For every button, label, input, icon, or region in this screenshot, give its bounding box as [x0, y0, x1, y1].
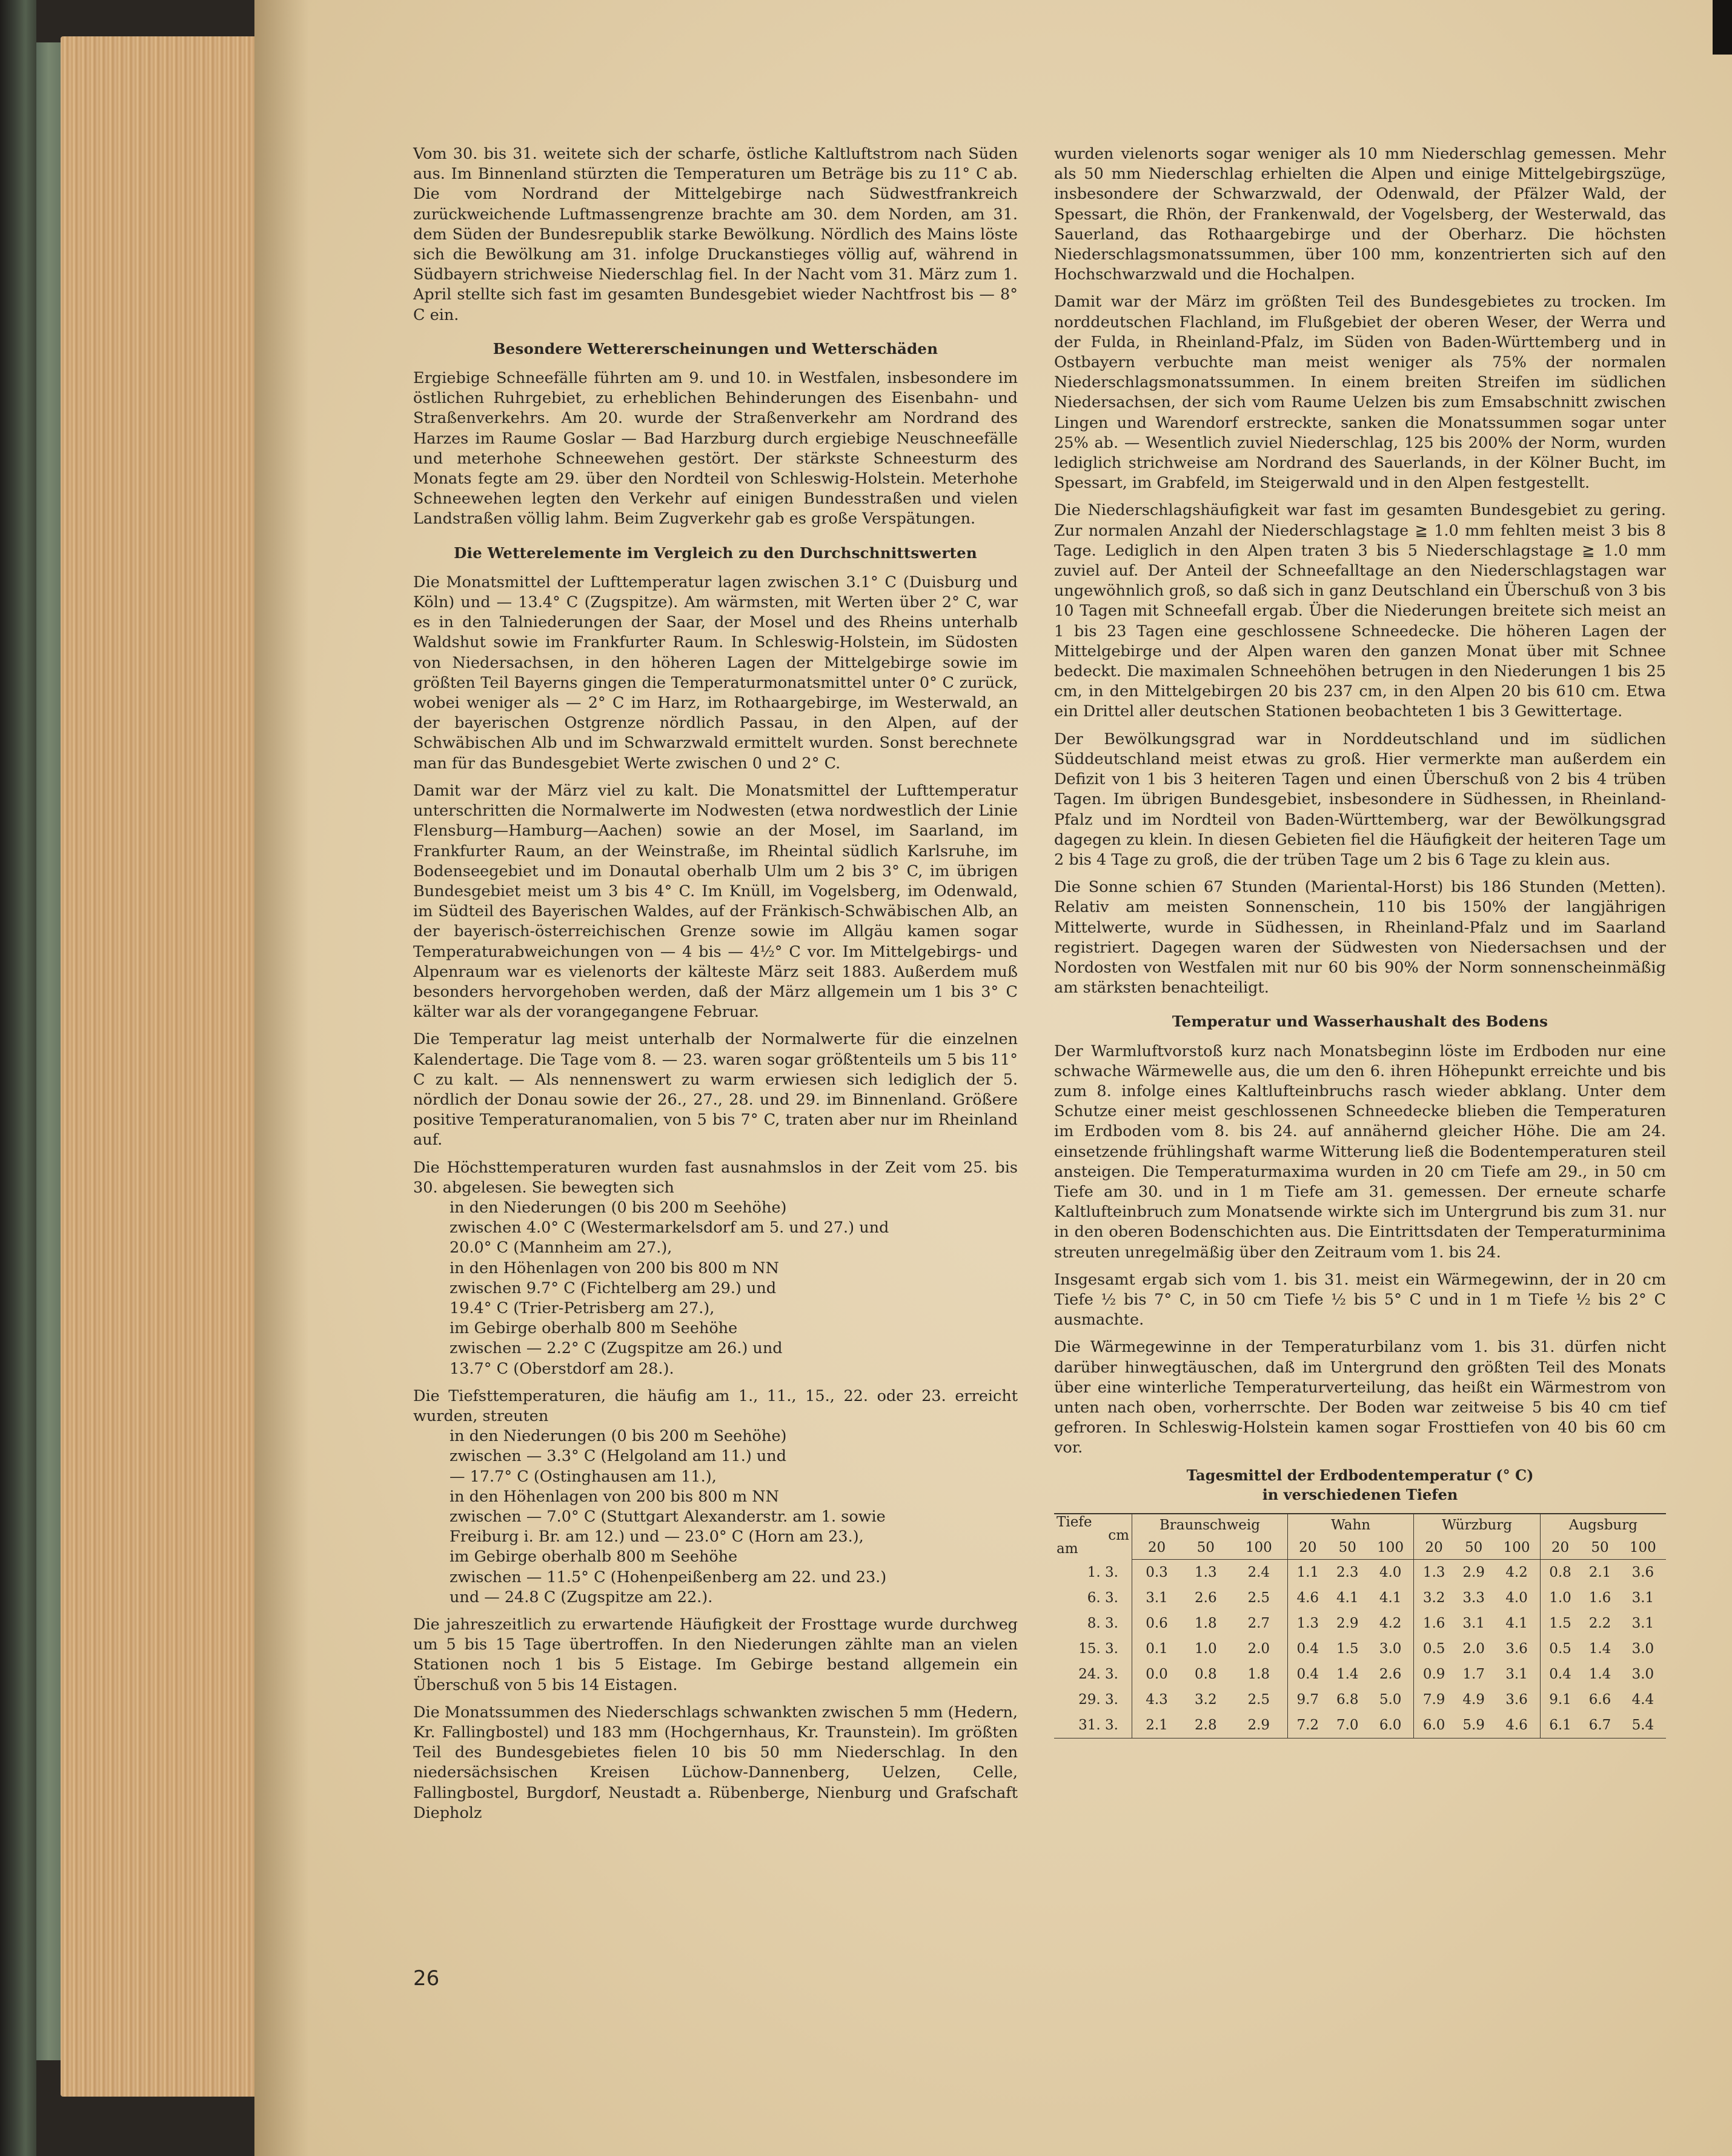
- max-temperature-item: im Gebirge oberhalb 800 m Seehöhe: [450, 1319, 738, 1338]
- corner-tiefe: Tiefe: [1057, 1514, 1092, 1530]
- table-cell: 4.1: [1336, 1590, 1359, 1606]
- table-cell: 2.2: [1588, 1615, 1611, 1631]
- table-cell: 3.1: [1462, 1615, 1485, 1631]
- table-cell: 2.9: [1230, 1712, 1288, 1738]
- depth-header-row: [1054, 1537, 1666, 1560]
- page-number: 26: [413, 1966, 440, 1991]
- table-cell: 1.0: [1195, 1641, 1217, 1657]
- table-cell: 2.6: [1195, 1590, 1217, 1606]
- table-cell: 3.0: [1631, 1666, 1654, 1682]
- table-row: [1054, 1611, 1666, 1636]
- min-temperature-lead: Die Tiefsttemperaturen, die häufig am 1., 11., 15., 22. oder 23. erreicht wurden, streuten: [413, 1386, 1018, 1425]
- paragraph-heat-balance: Die Wärmegewinne in der Temperaturbilanz vom 1. bis 31. dürfen nicht darüber hinwegtäuschen, daß im Untergrund den größten Teil des Monats über eine winterliche Temperaturverteilung, das heißt ein Wärmestrom von unten nach oben, vorherrschte. Der Boden war zeitweise 5 bis 40 cm tief gefroren. In Schleswig-Holstein kamen sogar Frosttiefen von 40 bis 60 cm vor.: [1054, 1338, 1666, 1457]
- table-cell: 3.6: [1505, 1641, 1528, 1657]
- table-cell: 1.1: [1287, 1560, 1327, 1586]
- table-cell: 6.7: [1580, 1712, 1619, 1738]
- paragraph-precipitation: Die Monatssummen des Niederschlags schwankten zwischen 5 mm (Hedern, Kr. Fallingbostel) und 183 mm (Hochgernhaus, Kr. Traunstein). Im größten Teil des Bundesgebietes fielen 10 bis 50 mm Niederschlag. In den niedersächsischen Kreisen Lüchow-Dannenberg, Uelzen, Celle, Fallingbostel, Burgdorf, Neustadt a. Rübenberge, Nienburg und Grafschaft Diepholz: [413, 1703, 1018, 1822]
- table-cell: 0.5: [1414, 1636, 1454, 1662]
- paragraph-too-cold: Damit war der März viel zu kalt. Die Monatsmittel der Lufttemperatur unterschritten die Normalwerte im Nodwesten (etwa nordwestlich der Linie Flensburg—Hamburg—Aachen) sowie an der Mosel, im Saarland, im Frankfurter Raum, an der Weinstraße, im Rheintal südlich Karlsruhe, im Bodenseegebiet und im Donautal oberhalb Ulm um 2 bis 3° C, im übrigen Bundesgebiet meist um 3 bis 4° C. Im Knüll, im Vogelsberg, im Odenwald, im Südteil des Bayerischen Waldes, auf der Fränkisch-Schwäbischen Alb, an der bayerisch-österreichischen Grenze sowie im Allgäu kamen sogar Temperaturabweichungen von — 4 bis — 4½° C vor. Im Mittelgebirgs- und Alpenraum war es vielenorts der kälteste März seit 1883. Außerdem muß besonders hervorgehoben werden, daß der März allgemein um 1 bis 3° C kälter war als der vorangegangene Februar.: [413, 781, 1018, 1022]
- table-cell: 1.5: [1336, 1641, 1359, 1657]
- table-cell: 1.4: [1588, 1666, 1611, 1682]
- min-temperature-item: — 17.7° C (Ostinghausen am 11.),: [450, 1467, 717, 1486]
- table-cell: 3.2: [1195, 1692, 1217, 1708]
- table-cell: 4.1: [1379, 1590, 1402, 1606]
- table-cell: 0.4: [1540, 1662, 1580, 1687]
- table-cell: 1.8: [1247, 1666, 1270, 1682]
- max-temperature-block: [413, 1158, 1018, 1379]
- table-cell: 5.4: [1620, 1712, 1666, 1738]
- table-cell: 1.6: [1414, 1611, 1454, 1636]
- table-cell: 2.9: [1462, 1565, 1485, 1580]
- table-cell: 3.1: [1505, 1666, 1528, 1682]
- table-cell: 2.3: [1336, 1565, 1359, 1580]
- table-cell: 0.5: [1540, 1636, 1580, 1662]
- table-cell: 2.0: [1462, 1641, 1485, 1657]
- paragraph-snowfall: Ergiebige Schneefälle führten am 9. und 10. in Westfalen, insbesondere im östlichen Ruhrgebiet, zu erheblichen Behinderungen des Eisenbahn- und Straßenverkehrs. Am 20. wurde der Straßenverkehr am Nordrand des Harzes im Raume Goslar — Bad Harzburg durch ergiebige Neuschneefälle und meterhohe Schneewehen gestört. Der stärkste Schneesturm des Monats fegte am 29. über den Nordteil von Schleswig-Holstein. Meterhohe Schneewehen legten den Verkehr auf einigen Bundesstraßen und vielen Landstraßen völlig lahm. Beim Zugverkehr gab es große Verspätungen.: [413, 369, 1018, 528]
- table-row: [1054, 1560, 1666, 1586]
- table-cell: 9.1: [1540, 1687, 1580, 1712]
- row-date: 1. 3.: [1087, 1564, 1118, 1580]
- table-row: [1054, 1662, 1666, 1687]
- table-cell: 7.2: [1287, 1712, 1327, 1738]
- station-header: Braunschweig: [1132, 1514, 1288, 1537]
- depth-header: 100: [1230, 1537, 1288, 1560]
- table-cell: 3.1: [1631, 1615, 1654, 1631]
- table-cell: 9.7: [1287, 1687, 1327, 1712]
- table-cell: 7.0: [1328, 1712, 1367, 1738]
- max-temperature-item: 13.7° C (Oberstdorf am 28.).: [450, 1359, 674, 1378]
- heading-weather-elements: Die Wetterelemente im Vergleich zu den Durchschnittswerten: [454, 544, 977, 562]
- table-cell: 6.6: [1588, 1692, 1611, 1708]
- table-cell: 6.1: [1540, 1712, 1580, 1738]
- corner-clip: [1713, 0, 1732, 55]
- row-date: 6. 3.: [1087, 1590, 1118, 1606]
- left-column: [413, 144, 1018, 1831]
- max-temperature-item: zwischen 9.7° C (Fichtelberg am 29.) und: [450, 1279, 777, 1297]
- table-cell: 2.8: [1181, 1712, 1230, 1738]
- table-cell: 0.8: [1540, 1560, 1580, 1586]
- table-row: [1054, 1585, 1666, 1611]
- table-cell: 2.1: [1588, 1565, 1611, 1580]
- depth-header: 50: [1181, 1537, 1230, 1560]
- table-row: [1054, 1636, 1666, 1662]
- row-date: 24. 3.: [1078, 1666, 1118, 1682]
- table-cell: 3.3: [1462, 1590, 1485, 1606]
- table-cell: 3.0: [1379, 1641, 1402, 1657]
- max-temperature-item: zwischen 4.0° C (Westermarkelsdorf am 5. und 27.) und: [450, 1219, 889, 1237]
- table-cell: 0.1: [1132, 1636, 1182, 1662]
- table-cell: 2.9: [1336, 1615, 1359, 1631]
- paragraph-precipitation-frequency: Die Niederschlagshäufigkeit war fast im gesamten Bundesgebiet zu gering. Zur normalen Anzahl der Niederschlagstage ≧ 1.0 mm fehlten meist 3 bis 8 Tage. Lediglich in den Alpen traten 3 bis 5 Niederschlagstage ≧ 1.0 mm zuviel auf. Der Anteil der Schneefalltage an den Niederschlagstagen war ungewöhnlich groß, so daß sich in ganz Deutschland ein Überschuß von 3 bis 10 Tagen mit Schneefall ergab. Über die Niederungen breitete sich meist an 1 bis 23 Tagen eine geschlossene Schneedecke. Die höheren Lagen der Mittelgebirge und der Alpen waren den ganzen Monat über mit Schnee bedeckt. Die maximalen Schneehöhen betrugen in den Niederungen 1 bis 25 cm, in den Mittelgebirgen 20 bis 237 cm, in den Alpen 20 bis 610 cm. Etwa ein Drittel aller deutschen Stationen beobachteten 1 bis 3 Gewittertage.: [1054, 501, 1666, 721]
- min-temperature-item: zwischen — 11.5° C (Hohenpeißenberg am 22. und 23.): [450, 1568, 887, 1586]
- max-temperature-item: in den Höhenlagen von 200 bis 800 m NN: [450, 1259, 779, 1277]
- table-cell: 4.6: [1287, 1585, 1327, 1611]
- paragraph-cold-air: Vom 30. bis 31. weitete sich der scharfe, östliche Kaltluftstrom nach Süden aus. Im Binnenland stürzten die Temperaturen um Beträge bis zu 11° C ab. Die vom Nordrand der Mittelgebirge nach Südwestfrankreich zurückweichende Luftmassengrenze brachte am 30. dem Norden, am 31. dem Süden der Bundesrepublik starke Bewölkung. Nördlich des Mains löste sich die Bewölkung am 31. infolge Druckanstieges völlig auf, während in Südbayern strichweise Niederschlag fiel. In der Nacht vom 31. März zum 1. April stellte sich fast im gesamten Bundesgebiet wieder Nachtfrost bis — 8° C ein.: [413, 145, 1018, 324]
- table-cell: 1.3: [1195, 1565, 1217, 1580]
- heading-special-weather: Besondere Wettererscheinungen und Wetterschäden: [493, 339, 938, 358]
- table-row: [1054, 1712, 1666, 1738]
- min-temperature-item: und — 24.8 C (Zugspitze am 22.).: [450, 1588, 713, 1606]
- max-temperature-lead: Die Höchsttemperaturen wurden fast ausnahmslos in der Zeit vom 25. bis 30. abgelesen. Sie bewegten sich: [413, 1158, 1018, 1197]
- paragraph-monthly-mean: Die Monatsmittel der Lufttemperatur lagen zwischen 3.1° C (Duisburg und Köln) und — 13.4° C (Zugspitze). Am wärmsten, mit Werten über 2° C, war es in den Talniederungen der Saar, der Mosel und des Rheins unterhalb Waldshut sowie im Frankfurter Raum. In Schleswig-Holstein, im Südosten von Niedersachsen, in den höheren Lagen der Mittelgebirge sowie im größten Teil Bayerns gingen die Temperaturmonatsmittel unter 0° C zurück, wobei weniger als — 2° C im Harz, im Rothaargebirge, im Westerwald, an der bayerischen Ostgrenze nördlich Passau, in den Alpen, auf der Schwäbischen Alb und im Schwarzwald ermittelt wurden. Sonst berechnete man für das Bundesgebiet Werte zwischen 0 und 2° C.: [413, 573, 1018, 773]
- table-body: [1054, 1560, 1666, 1738]
- depth-header: 100: [1367, 1537, 1414, 1560]
- table-cell: 0.0: [1132, 1662, 1182, 1687]
- table-cell: 1.4: [1588, 1641, 1611, 1657]
- depth-header: 100: [1620, 1537, 1666, 1560]
- row-date: 15. 3.: [1078, 1641, 1118, 1657]
- table-cell: 2.5: [1247, 1692, 1270, 1708]
- table-cell: 2.7: [1247, 1615, 1270, 1631]
- soil-temperature-table: [1054, 1513, 1666, 1738]
- table-cell: 0.4: [1287, 1662, 1327, 1687]
- book-spine: [0, 0, 36, 2156]
- paragraph-precipitation-cont: wurden vielenorts sogar weniger als 10 mm Niederschlag gemessen. Mehr als 50 mm Niederschlag erhielten die Alpen und einige Mittelgebirgszüge, insbesondere der Schwarzwald, der Odenwald, der Pfälzer Wald, der Spessart, die Rhön, der Frankenwald, der Vogelsberg, der Westerwald, das Sauerland, das Rothaargebirge und der Oberharz. Die höchsten Niederschlagsmonatssummen, über 100 mm, konzentrierten sich auf den Hochschwarzwald und die Hochalpen.: [1054, 145, 1666, 284]
- min-temperature-item: im Gebirge oberhalb 800 m Seehöhe: [450, 1548, 738, 1566]
- table-cell: 1.5: [1540, 1611, 1580, 1636]
- table-cell: 6.0: [1367, 1712, 1414, 1738]
- max-temperature-item: in den Niederungen (0 bis 200 m Seehöhe): [450, 1198, 787, 1217]
- max-temperature-item: 19.4° C (Trier-Petrisberg am 27.),: [450, 1299, 715, 1317]
- table-cell: 4.2: [1379, 1615, 1402, 1631]
- table-cell: 4.4: [1631, 1692, 1654, 1708]
- table-cell: 0.4: [1287, 1636, 1327, 1662]
- paragraph-cloudiness: Der Bewölkungsgrad war in Norddeutschland und im südlichen Süddeutschland meist etwas zu groß. Hier vermerkte man außerdem ein Defizit von 1 bis 3 heiteren Tagen und einen Überschuß von 2 bis 4 trüben Tagen. Im übrigen Bundesgebiet, insbesondere in Südhessen, in Rheinland-Pfalz und im Nordteil von Baden-Württemberg, war der Bewölkungsgrad dagegen zu klein. In diesen Gebieten fiel die Häufigkeit der heiteren Tage um 2 bis 4 Tage zu groß, die der trüben Tage um 2 bis 6 Tage zu klein aus.: [1054, 730, 1666, 869]
- table-cell: 3.1: [1132, 1585, 1182, 1611]
- table-cell: 3.0: [1631, 1641, 1654, 1657]
- table-cell: 7.9: [1414, 1687, 1454, 1712]
- table-cell: 2.4: [1247, 1565, 1270, 1580]
- min-temperature-item: in den Höhenlagen von 200 bis 800 m NN: [450, 1487, 779, 1506]
- paragraph-warm-air: Der Warmluftvorstoß kurz nach Monatsbeginn löste im Erdboden nur eine schwache Wärmewelle aus, die um den 6. ihren Höhepunkt erreichte und bis zum 8. infolge eines Kaltlufteinbruchs rasch wieder abklang. Unter dem Schutze einer meist geschlossenen Schneedecke blieben die Temperaturen im Erdboden vom 8. bis 24. auf annähernd gleicher Höhe. Die am 24. einsetzende frühlingshaft warme Witterung ließ die Bodentemperaturen steil ansteigen. Die Temperaturmaxima wurden in 20 cm Tiefe am 29., in 50 cm Tiefe am 30. und in 1 m Tiefe am 31. gemessen. Der erneute scharfe Kaltlufteinbruch zum Monatsende wirkte sich im Untergrund bis zum 31. nur in den oberen Bodenschichten aus. Die Eintrittsdaten der Temperaturminima streuten unregelmäßig über den Zeitraum vom 1. bis 24.: [1054, 1042, 1666, 1262]
- min-temperature-block: [413, 1386, 1018, 1608]
- table-cell: 1.0: [1540, 1585, 1580, 1611]
- table-cell: 0.9: [1414, 1662, 1454, 1687]
- gutter-shadow: [254, 0, 309, 2156]
- table-cell: 5.9: [1454, 1712, 1493, 1738]
- table-cell: 4.3: [1132, 1687, 1182, 1712]
- row-date: 31. 3.: [1054, 1712, 1132, 1738]
- depth-header: 50: [1454, 1537, 1493, 1560]
- table-cell: 6.0: [1414, 1712, 1454, 1738]
- depth-header: 50: [1580, 1537, 1619, 1560]
- station-header: Augsburg: [1540, 1514, 1666, 1537]
- table-title-line: in verschiedenen Tiefen: [1262, 1485, 1458, 1503]
- table-cell: 5.0: [1379, 1692, 1402, 1708]
- table-cell: 0.8: [1195, 1666, 1217, 1682]
- min-temperature-item: Freiburg i. Br. am 12.) und — 23.0° C (Horn am 23.),: [450, 1528, 864, 1546]
- right-column: [1054, 144, 1666, 1738]
- table-cell: 2.0: [1247, 1641, 1270, 1657]
- paragraph-sunshine: Die Sonne schien 67 Stunden (Mariental-Horst) bis 186 Stunden (Metten). Relativ am meisten Sonnenschein, 110 bis 150% der langjährigen Mittelwerte, wurde in Südhessen, in Rheinland-Pfalz und im Saarland registriert. Dagegen waren der Südwesten von Niedersachsen und der Nordosten von Westfalen mit nur 60 bis 90% der Norm sonnenscheinmäßig am stärksten benachteiligt.: [1054, 878, 1666, 997]
- depth-header: 50: [1328, 1537, 1367, 1560]
- table-cell: 4.9: [1462, 1692, 1485, 1708]
- binding-strip: [36, 42, 61, 2060]
- row-date: 29. 3.: [1078, 1692, 1118, 1708]
- max-temperature-item: 20.0° C (Mannheim am 27.),: [450, 1239, 672, 1257]
- corner-am: am: [1057, 1540, 1078, 1557]
- table-cell: 0.6: [1132, 1611, 1182, 1636]
- table-cell: 1.3: [1287, 1611, 1327, 1636]
- paragraph-frost-days: Die jahreszeitlich zu erwartende Häufigkeit der Frosttage wurde durchweg um 5 bis 15 Tage übertroffen. In den Niederungen zählte man an vielen Stationen noch 1 bis 5 Eistage. Im Gebirge bestand allgemein ein Überschuß von 5 bis 14 Eistagen.: [413, 1615, 1018, 1694]
- min-temperature-item: zwischen — 7.0° C (Stuttgart Alexanderstr. am 1. sowie: [450, 1508, 886, 1526]
- corner-cm: cm: [1108, 1527, 1129, 1543]
- table-cell: 4.2: [1505, 1565, 1528, 1580]
- table-cell: 4.0: [1379, 1565, 1402, 1580]
- table-title: [1054, 1466, 1666, 1505]
- table-cell: 6.8: [1336, 1692, 1359, 1708]
- depth-header: 20: [1132, 1537, 1182, 1560]
- table-cell: 3.1: [1631, 1590, 1654, 1606]
- table-cell: 1.7: [1462, 1666, 1485, 1682]
- table-cell: 1.6: [1588, 1590, 1611, 1606]
- depth-header: 20: [1287, 1537, 1327, 1560]
- station-header: Würzburg: [1414, 1514, 1540, 1537]
- table-cell: 2.1: [1132, 1712, 1182, 1738]
- table-cell: 2.6: [1379, 1666, 1402, 1682]
- table-cell: 4.0: [1505, 1590, 1528, 1606]
- table-cell: 1.4: [1336, 1666, 1359, 1682]
- table-cell: 3.2: [1414, 1585, 1454, 1611]
- station-header: Wahn: [1287, 1514, 1413, 1537]
- min-temperature-item: zwischen — 3.3° C (Helgoland am 11.) und: [450, 1447, 787, 1466]
- table-cell: 1.3: [1414, 1560, 1454, 1586]
- page-stack-edges: [61, 36, 254, 2097]
- row-date: 8. 3.: [1087, 1615, 1118, 1631]
- table-cell: 1.8: [1195, 1615, 1217, 1631]
- max-temperature-item: zwischen — 2.2° C (Zugspitze am 26.) und: [450, 1339, 783, 1358]
- min-temperature-item: in den Niederungen (0 bis 200 m Seehöhe): [450, 1427, 787, 1446]
- paragraph-daily-temperature: Die Temperatur lag meist unterhalb der Normalwerte für die einzelnen Kalendertage. Die Tage vom 8. — 23. waren sogar größtenteils um 5 bis 11° C zu kalt. — Als nennenswert zu warm erwiesen sich lediglich der 5. nördlich der Donau sowie der 26., 27., 28. und 29. im Binnenland. Größere positive Temperaturanomalien, von 5 bis 7° C, traten aber nur im Rheinland auf.: [413, 1030, 1018, 1150]
- table-cell: 2.5: [1247, 1590, 1270, 1606]
- heading-soil-temperature: Temperatur und Wasserhaushalt des Bodens: [1172, 1013, 1548, 1031]
- table-cell: 4.6: [1493, 1712, 1540, 1738]
- table-title-line: Tagesmittel der Erdbodentemperatur (° C): [1186, 1466, 1534, 1484]
- corner-header: [1054, 1514, 1132, 1560]
- paragraph-too-dry: Damit war der März im größten Teil des Bundesgebietes zu trocken. Im norddeutschen Flachland, im Flußgebiet der oberen Weser, der Werra und der Fulda, in Rheinland-Pfalz, im Süden von Baden-Württemberg und in Ostbayern verbuchte man meist weniger als 75% der normalen Niederschlagsmonatssummen. In einem breiten Streifen im südlichen Niedersachsen, der sich vom Raume Uelzen bis zum Emsabschnitt zwischen Lingen und Warendorf erstreckte, sanken die Monatssummen sogar unter 25% ab. — Wesentlich zuviel Niederschlag, 125 bis 200% der Norm, wurden lediglich strichweise am Nordrand des Sauerlands, in der Kölner Bucht, im Spessart, im Grabfeld, im Steigerwald und in den Alpen festgestellt.: [1054, 293, 1666, 493]
- depth-header: 100: [1493, 1537, 1540, 1560]
- table-cell: 3.6: [1505, 1692, 1528, 1708]
- paragraph-heat-gain: Insgesamt ergab sich vom 1. bis 31. meist ein Wärmegewinn, der in 20 cm Tiefe ½ bis 7° C, in 50 cm Tiefe ½ bis 5° C und in 1 m Tiefe ½ bis 2° C ausmachte.: [1054, 1270, 1666, 1329]
- depth-header: 20: [1414, 1537, 1454, 1560]
- table-cell: 0.3: [1132, 1560, 1182, 1586]
- table-cell: 3.6: [1631, 1565, 1654, 1580]
- depth-header: 20: [1540, 1537, 1580, 1560]
- table-cell: 4.1: [1505, 1615, 1528, 1631]
- table-row: [1054, 1687, 1666, 1712]
